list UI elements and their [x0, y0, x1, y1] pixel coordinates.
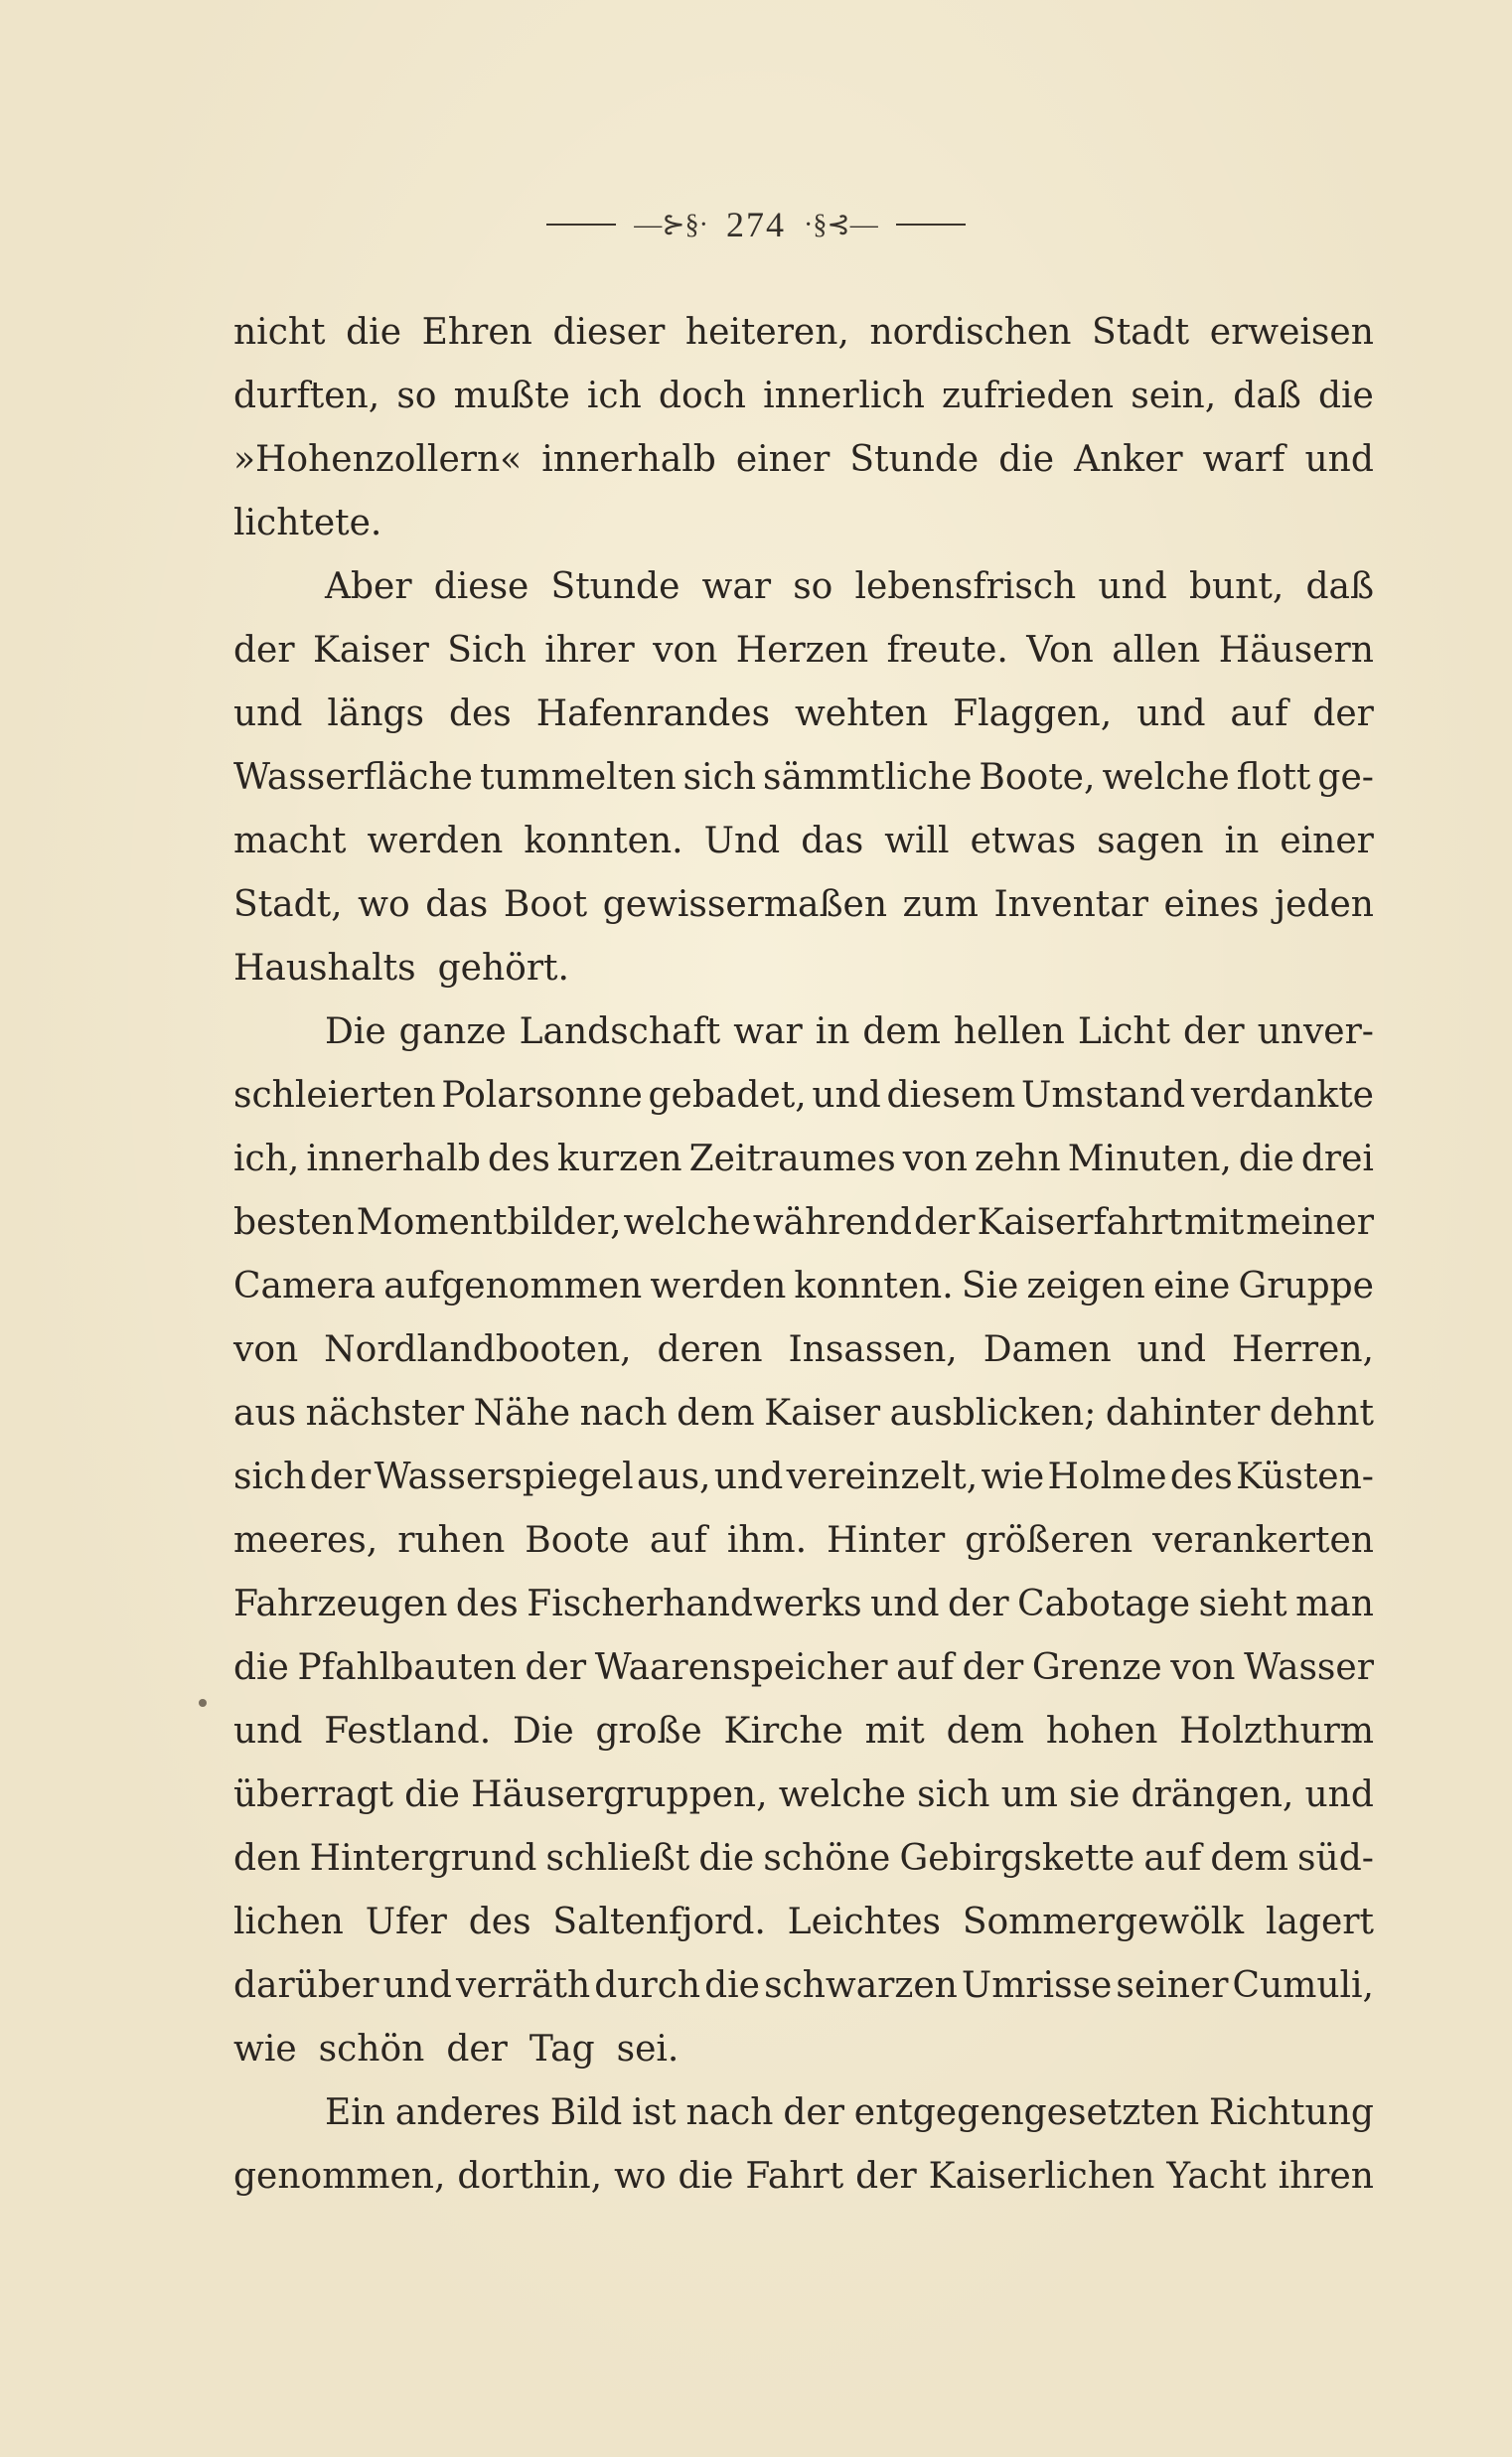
text-line: [233, 810, 1374, 873]
word: Hintergrund: [309, 1838, 537, 1879]
word: dem: [1210, 1838, 1288, 1879]
word: konnten.: [524, 821, 683, 861]
word: auf: [1143, 1838, 1202, 1879]
text-line: [233, 683, 1374, 746]
word: sie: [1069, 1774, 1121, 1815]
word: Stunde: [849, 439, 980, 480]
text-line: [233, 2081, 1374, 2145]
margin-dot: [199, 1699, 207, 1707]
word: eine: [1152, 1266, 1231, 1306]
word: Fahrzeugen: [233, 1584, 448, 1624]
word: nächster: [305, 1393, 465, 1434]
word: Ufer: [365, 1902, 447, 1942]
word: Bild: [549, 2092, 623, 2133]
word: Kaiser: [764, 1393, 881, 1434]
text-line: [233, 301, 1374, 365]
word: Waarenspeicher: [594, 1647, 888, 1688]
word: der: [783, 2092, 844, 2133]
word: um: [1000, 1774, 1058, 1815]
word: das: [425, 884, 489, 925]
text-line: [233, 1636, 1374, 1700]
text-line: [233, 1318, 1374, 1382]
word: der: [948, 1584, 1009, 1624]
word: Leichtes: [787, 1902, 941, 1942]
word: ich,: [233, 1139, 300, 1179]
word: die: [346, 312, 402, 353]
word: wie: [233, 2029, 297, 2070]
word: anderes: [394, 2092, 540, 2133]
text-line: [233, 1954, 1374, 2018]
word: verankerten: [1152, 1520, 1374, 1561]
word: des: [455, 1584, 519, 1624]
word: Fahrt: [745, 2156, 844, 2197]
word: Kaiserlichen: [928, 2156, 1155, 2197]
word: Von: [1026, 630, 1094, 671]
word: »Hohenzollern«: [233, 439, 523, 480]
word: daß: [1233, 376, 1301, 416]
word: Holme: [1047, 1457, 1167, 1497]
word: Inventar: [993, 884, 1148, 925]
word: welche: [1102, 757, 1230, 798]
word: allen: [1112, 630, 1201, 671]
word: Camera: [233, 1266, 377, 1306]
word: doch: [658, 376, 746, 416]
word: auf: [1230, 693, 1288, 734]
word: wehten: [794, 693, 929, 734]
word: der: [233, 630, 295, 671]
word: nordischen: [869, 312, 1072, 353]
word: Kirche: [723, 1711, 843, 1752]
word: Sommergewölk: [962, 1902, 1245, 1942]
word: Pfahlbauten: [297, 1647, 517, 1688]
word: Holzthurm: [1179, 1711, 1374, 1752]
word: die: [698, 1838, 755, 1879]
header-ornament-right: ·§⊰—: [804, 210, 878, 240]
word: des: [468, 1902, 531, 1942]
text-line: [233, 1382, 1374, 1446]
word: heiteren,: [684, 312, 849, 353]
word: werden: [367, 821, 504, 861]
word: Kaiser: [313, 630, 429, 671]
word: wie: [981, 1457, 1045, 1497]
word: Häusern: [1218, 630, 1374, 671]
text-line: [233, 365, 1374, 428]
word: werden: [650, 1266, 787, 1306]
word: die: [678, 2156, 734, 2197]
word: man: [1295, 1584, 1374, 1624]
word: des: [448, 693, 512, 734]
word: mit: [864, 1711, 925, 1752]
header-rule-right: [896, 224, 966, 226]
word: warf: [1202, 439, 1285, 480]
word: auf: [896, 1647, 955, 1688]
word: ruhen: [397, 1520, 506, 1561]
word: von: [233, 1329, 299, 1370]
word: dahinter: [1105, 1393, 1261, 1434]
word: mußte: [453, 376, 570, 416]
header-rule-left: [546, 224, 616, 226]
word: ganze: [398, 1011, 507, 1052]
word: etwas: [970, 821, 1077, 861]
word: drei: [1300, 1139, 1374, 1179]
word: der: [525, 1647, 587, 1688]
word: schön: [318, 2029, 425, 2070]
word: in: [815, 1011, 850, 1052]
word: besten: [233, 1202, 355, 1243]
word: schöne: [763, 1838, 891, 1879]
word: Fischerhandwerks: [527, 1584, 862, 1624]
word: schließt: [545, 1838, 690, 1879]
word: hohen: [1045, 1711, 1158, 1752]
word: mit: [1184, 1202, 1245, 1243]
word: während: [752, 1202, 913, 1243]
word: und: [812, 1075, 881, 1116]
word: das: [801, 821, 864, 861]
word: lebensfrisch: [854, 566, 1077, 607]
word: ihrer: [544, 630, 635, 671]
word: ich: [586, 376, 642, 416]
page-header: [0, 204, 1512, 245]
word: Hafenrandes: [535, 693, 771, 734]
word: Damen: [983, 1329, 1112, 1370]
word: und: [870, 1584, 940, 1624]
word: der: [1312, 693, 1374, 734]
word: eines: [1163, 884, 1260, 925]
word: Die: [325, 1011, 386, 1052]
word: Grenze: [1031, 1647, 1162, 1688]
word: vereinzelt,: [786, 1457, 979, 1497]
word: und: [1304, 1774, 1374, 1815]
word: seiner: [1116, 1965, 1229, 2006]
word: deren: [657, 1329, 763, 1370]
word: die: [998, 439, 1055, 480]
word: sich: [233, 1457, 307, 1497]
word: Die: [512, 1711, 574, 1752]
word: aus: [233, 1393, 297, 1434]
word: tummelten: [479, 757, 677, 798]
word: Wasserfläche: [233, 757, 473, 798]
word: freute.: [886, 630, 1008, 671]
text-line: [233, 1191, 1374, 1255]
word: dem: [946, 1711, 1025, 1752]
word: zum: [902, 884, 979, 925]
word: kurzen: [556, 1139, 682, 1179]
word: überragt: [233, 1774, 393, 1815]
word: Und: [703, 821, 781, 861]
word: verräth: [456, 1965, 591, 2006]
word: aufgenommen: [383, 1266, 643, 1306]
word: Herzen: [735, 630, 869, 671]
text-line: [233, 1446, 1374, 1509]
word: nach: [685, 2092, 774, 2133]
word: Momentbilder,: [356, 1202, 622, 1243]
word: Herren,: [1231, 1329, 1374, 1370]
word: die: [1238, 1139, 1294, 1179]
word: durch: [594, 1965, 701, 2006]
word: nicht: [233, 312, 326, 353]
word: hellen: [953, 1011, 1065, 1052]
word: der: [446, 2029, 508, 2070]
word: Zeitraumes: [688, 1139, 896, 1179]
word: Nähe: [473, 1393, 571, 1434]
text-line: [233, 492, 1374, 555]
word: konnten.: [794, 1266, 954, 1306]
word: Yacht: [1166, 2156, 1267, 2197]
word: Sich: [447, 630, 527, 671]
word: unver-: [1257, 1011, 1374, 1052]
word: der: [309, 1457, 372, 1497]
text-line: [233, 873, 1374, 937]
text-line: [233, 555, 1374, 619]
word: der: [914, 1202, 976, 1243]
word: meiner: [1246, 1202, 1374, 1243]
word: sagen: [1097, 821, 1204, 861]
text-line: [233, 1891, 1374, 1954]
word: die: [404, 1774, 460, 1815]
word: jeden: [1274, 884, 1374, 925]
word: Gruppe: [1238, 1266, 1374, 1306]
word: lichtete.: [233, 503, 382, 543]
text-line: [233, 1064, 1374, 1128]
word: Stadt,: [233, 884, 343, 925]
word: von: [653, 630, 718, 671]
word: entgegengesetzten: [853, 2092, 1200, 2133]
word: Festland.: [324, 1711, 492, 1752]
word: dorthin,: [457, 2156, 603, 2197]
word: Cabotage: [1017, 1584, 1191, 1624]
word: Ein: [325, 2092, 385, 2133]
word: Richtung: [1209, 2092, 1374, 2133]
word: von: [1170, 1647, 1236, 1688]
word: Aber: [325, 566, 412, 607]
word: der: [962, 1647, 1024, 1688]
word: Tag: [529, 2029, 595, 2070]
word: Boote,: [979, 757, 1096, 798]
word: ihren: [1278, 2156, 1374, 2197]
word: Gebirgskette: [899, 1838, 1135, 1879]
text-line: [233, 2018, 1374, 2081]
word: so: [793, 566, 833, 607]
word: dehnt: [1269, 1393, 1374, 1434]
word: Insassen,: [788, 1329, 958, 1370]
word: war: [733, 1011, 803, 1052]
word: der: [1183, 1011, 1245, 1052]
word: schwarzen: [764, 1965, 958, 2006]
word: Saltenfjord.: [552, 1902, 766, 1942]
word: daß: [1305, 566, 1374, 607]
word: einer: [735, 439, 831, 480]
word: genommen,: [233, 2156, 446, 2197]
text-line: [233, 1764, 1374, 1827]
word: war: [701, 566, 772, 607]
word: sein,: [1131, 376, 1217, 416]
word: erweisen: [1209, 312, 1374, 353]
word: und: [233, 1711, 303, 1752]
text-line: [233, 619, 1374, 683]
word: Umrisse: [961, 1965, 1113, 2006]
text-line: [233, 2145, 1374, 2209]
word: gewissermaßen: [602, 884, 888, 925]
word: die: [1318, 376, 1374, 416]
text-line: [233, 1573, 1374, 1636]
word: und: [713, 1457, 784, 1497]
word: sich: [682, 757, 757, 798]
word: Licht: [1077, 1011, 1171, 1052]
word: dieser: [552, 312, 666, 353]
word: innerhalb: [541, 439, 716, 480]
word: flott: [1236, 757, 1311, 798]
word: Landschaft: [519, 1011, 721, 1052]
word: des: [488, 1139, 550, 1179]
word: auf: [649, 1520, 707, 1561]
word: Sie: [961, 1266, 1019, 1306]
word: längs: [327, 693, 425, 734]
word: lichen: [233, 1902, 344, 1942]
word: aus,: [636, 1457, 711, 1497]
word: süd-: [1297, 1838, 1374, 1879]
word: durften,: [233, 376, 380, 416]
text-line: [233, 1700, 1374, 1764]
word: Boote: [525, 1520, 630, 1561]
word: Kaiserfahrt: [977, 1202, 1183, 1243]
word: drängen,: [1131, 1774, 1294, 1815]
word: welche: [623, 1202, 751, 1243]
word: sämmtliche: [763, 757, 973, 798]
header-ornament-left: —⊱§·: [634, 210, 708, 240]
page-number: 274: [726, 205, 786, 244]
word: in: [1224, 821, 1260, 861]
word: und: [1136, 1329, 1206, 1370]
word: von: [902, 1139, 968, 1179]
word: verdankte: [1190, 1075, 1374, 1116]
word: darüber: [233, 1965, 379, 2006]
word: dem: [862, 1011, 941, 1052]
word: schleierten: [233, 1075, 436, 1116]
word: Flaggen,: [953, 693, 1113, 734]
word: innerlich: [763, 376, 925, 416]
word: welche: [778, 1774, 906, 1815]
word: diese: [433, 566, 529, 607]
word: nach: [579, 1393, 668, 1434]
word: sei.: [616, 2029, 680, 2070]
word: und: [233, 693, 303, 734]
word: größeren: [965, 1520, 1134, 1561]
text-line: [233, 937, 1374, 1000]
text-line: [233, 1827, 1374, 1891]
word: ihm.: [726, 1520, 808, 1561]
text-line: [233, 1128, 1374, 1191]
word: sich: [917, 1774, 990, 1815]
word: und: [1098, 566, 1167, 607]
word: zehn: [974, 1139, 1061, 1179]
word: Stadt: [1092, 312, 1190, 353]
word: bunt,: [1188, 566, 1285, 607]
word: sieht: [1198, 1584, 1287, 1624]
word: zufrieden: [942, 376, 1115, 416]
word: Cumuli,: [1232, 1965, 1374, 2006]
word: innerhalb: [306, 1139, 481, 1179]
word: Wasser: [1244, 1647, 1374, 1688]
word: ge-: [1317, 757, 1374, 798]
word: Hinter: [827, 1520, 946, 1561]
word: diesem: [886, 1075, 1016, 1116]
word: Minuten,: [1067, 1139, 1232, 1179]
word: des: [1169, 1457, 1233, 1497]
text-line: [233, 1255, 1374, 1318]
word: Nordlandbooten,: [324, 1329, 632, 1370]
word: macht: [233, 821, 347, 861]
word: Stunde: [550, 566, 680, 607]
word: zeigen: [1026, 1266, 1145, 1306]
word: Anker: [1074, 439, 1183, 480]
word: Küsten-: [1236, 1457, 1374, 1497]
word: Polarsonne: [441, 1075, 643, 1116]
word: ausblicken;: [889, 1393, 1097, 1434]
word: wo: [614, 2156, 667, 2197]
text-line: [233, 1000, 1374, 1064]
word: die: [704, 1965, 760, 2006]
word: gehört.: [437, 948, 569, 989]
word: Haushalts: [233, 948, 416, 989]
word: so: [396, 376, 437, 416]
word: und: [382, 1965, 452, 2006]
body-text: [233, 301, 1374, 2209]
word: dem: [677, 1393, 755, 1434]
word: wo: [358, 884, 410, 925]
text-line: [233, 1509, 1374, 1573]
word: gebadet,: [648, 1075, 807, 1116]
word: Boot: [503, 884, 588, 925]
word: der: [855, 2156, 917, 2197]
word: und: [1136, 693, 1206, 734]
word: den: [233, 1838, 301, 1879]
word: einer: [1280, 821, 1374, 861]
text-line: [233, 428, 1374, 492]
word: Wasserspiegel: [374, 1457, 634, 1497]
word: große: [595, 1711, 702, 1752]
word: Umstand: [1021, 1075, 1186, 1116]
word: will: [884, 821, 950, 861]
word: Ehren: [421, 312, 532, 353]
word: meeres,: [233, 1520, 378, 1561]
word: die: [233, 1647, 289, 1688]
word: ist: [632, 2092, 677, 2133]
word: lagert: [1265, 1902, 1374, 1942]
word: und: [1304, 439, 1374, 480]
text-line: [233, 746, 1374, 810]
word: Häusergruppen,: [471, 1774, 768, 1815]
